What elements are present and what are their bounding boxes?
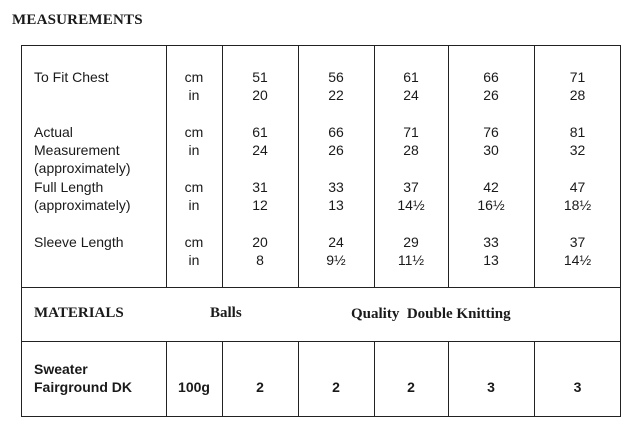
table-cell: 66 26 bbox=[483, 69, 499, 103]
table-cell: 29 11½ bbox=[397, 234, 425, 268]
table-cell: 33 13 bbox=[483, 234, 499, 268]
row-label-chest: To Fit Chest bbox=[34, 69, 109, 85]
table-cell: 37 14½ bbox=[563, 234, 592, 268]
row-label-sleeve-length: Sleeve Length bbox=[34, 234, 124, 250]
yarn-quantity: 2 bbox=[407, 379, 415, 395]
table-cell: 66 26 bbox=[328, 124, 344, 158]
page-title: MEASUREMENTS bbox=[12, 12, 143, 28]
table-cell: 76 30 bbox=[483, 124, 499, 158]
table-cell: 61 24 bbox=[252, 124, 268, 158]
table-cell: 20 8 bbox=[252, 234, 268, 268]
balls-label: Balls bbox=[210, 305, 242, 321]
table-cell: 37 14½ bbox=[397, 179, 425, 213]
table-cell: 42 16½ bbox=[477, 179, 505, 213]
table-divider bbox=[21, 341, 621, 342]
unit-label: cm in bbox=[184, 124, 204, 158]
unit-label: cm in bbox=[184, 179, 204, 213]
table-cell: 33 13 bbox=[328, 179, 344, 213]
table-cell: 31 12 bbox=[252, 179, 268, 213]
yarn-quantity: 3 bbox=[487, 379, 495, 395]
table-cell: 61 24 bbox=[403, 69, 419, 103]
yarn-quantity: 3 bbox=[573, 379, 582, 395]
materials-label: MATERIALS bbox=[34, 305, 124, 321]
table-cell: 71 28 bbox=[403, 124, 419, 158]
table-cell: 81 32 bbox=[569, 124, 586, 158]
table-cell: 56 22 bbox=[328, 69, 344, 103]
yarn-label: Sweater Fairground DK bbox=[34, 361, 132, 395]
row-label-full-length: Full Length (approximately) bbox=[34, 179, 131, 213]
quality-label: Quality Double Knitting bbox=[351, 306, 511, 322]
table-cell: 71 28 bbox=[569, 69, 586, 103]
yarn-weight: 100g bbox=[178, 379, 210, 395]
table-divider bbox=[21, 287, 621, 288]
unit-label: cm in bbox=[184, 234, 204, 268]
yarn-quantity: 2 bbox=[256, 379, 264, 395]
unit-label: cm in bbox=[184, 69, 204, 103]
row-label-actual-measurement: Actual Measurement (approximately) bbox=[34, 124, 131, 176]
table-cell: 24 9½ bbox=[326, 234, 346, 268]
table-cell: 51 20 bbox=[252, 69, 268, 103]
table-cell: 47 18½ bbox=[563, 179, 592, 213]
yarn-quantity: 2 bbox=[332, 379, 340, 395]
